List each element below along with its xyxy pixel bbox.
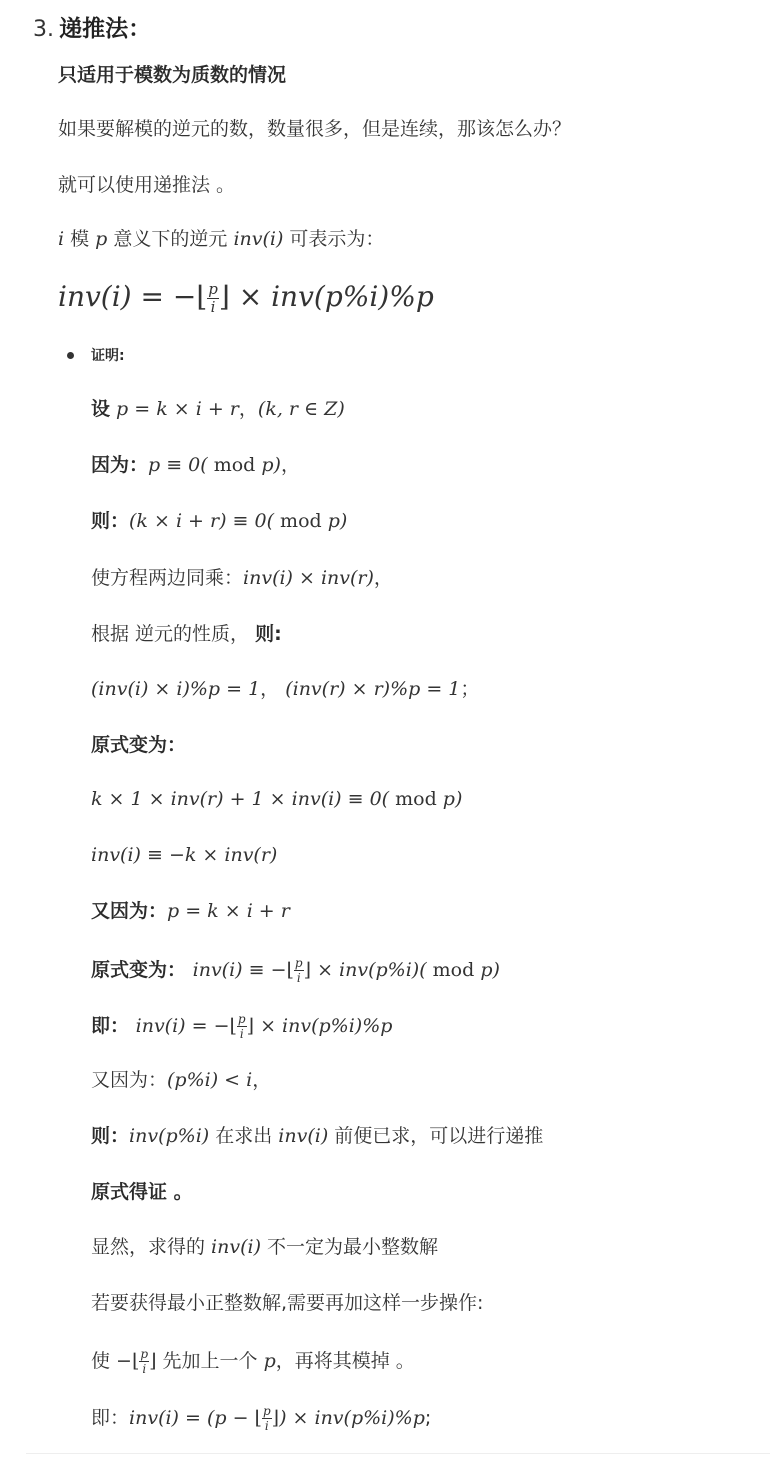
text-fragment: 根据 逆元的性质， <box>91 623 256 645</box>
math: (k, r ∈ Z) <box>257 398 345 420</box>
floor-left: ⌊ <box>229 1015 237 1037</box>
proof-line-7 <box>91 736 186 755</box>
proof-line-13 <box>91 1071 271 1090</box>
formula-lhs: inv(i) = − <box>58 280 197 313</box>
text-fragment: 在求出 <box>209 1125 279 1147</box>
math-mod: mod <box>274 510 328 532</box>
floor-left: ⌊ <box>196 280 208 313</box>
text-fragment: 意义下的逆元 <box>107 228 234 250</box>
proof-line-10 <box>91 902 290 921</box>
math-i: i <box>58 228 65 250</box>
paragraph-1: 如果要解模的逆元的数，数量很多，但是连续，那该怎么办？ <box>58 118 572 140</box>
text-fragment: ， <box>260 678 286 700</box>
section-heading <box>33 18 151 41</box>
proof-line-15 <box>91 1183 193 1202</box>
math: (inv(i) × i)%p = 1 <box>91 678 261 700</box>
section-number: 3. <box>33 17 54 42</box>
text-fragment: 又因为： <box>91 1069 168 1091</box>
subtitle <box>58 66 286 85</box>
text-fragment: ; <box>424 1407 432 1429</box>
math: p <box>263 1350 276 1372</box>
text-fragment: 先加上一个 <box>156 1350 264 1372</box>
proof-keyword: 因为： <box>91 454 149 476</box>
math: inv(p%i) <box>129 1125 210 1147</box>
paragraph-2: 就可以使用递推法 。 <box>58 174 236 196</box>
proof-keyword: 又因为： <box>91 900 168 922</box>
text-fragment: ， <box>238 398 258 420</box>
fraction-denominator: i <box>142 1362 147 1376</box>
math-p: p <box>95 228 108 250</box>
floor-left: ⌊ <box>286 959 294 981</box>
text-fragment: 模 <box>64 228 96 250</box>
proof-line-5 <box>91 625 282 644</box>
math: inv(i) = (p − <box>129 1407 255 1429</box>
fraction <box>262 1405 272 1432</box>
math-inv: inv(i) <box>233 228 284 250</box>
proof-line-12 <box>91 1013 392 1040</box>
proof-line-11 <box>91 957 500 984</box>
proof-keyword: 则： <box>91 1125 130 1147</box>
fraction-denominator: i <box>264 1419 269 1433</box>
proof-keyword: 则： <box>91 510 130 532</box>
fraction <box>207 282 219 315</box>
proof-line-8 <box>91 790 462 809</box>
floor-right: ⌋ <box>149 1350 157 1372</box>
text-fragment: 若要获得最小正整数解,需要再加这样一步操作: <box>91 1292 484 1314</box>
text-fragment: ， <box>252 1069 272 1091</box>
proof-line-2 <box>91 456 300 475</box>
text-fragment: 显然，求得的 <box>91 1236 212 1258</box>
text-fragment: ； <box>460 678 480 700</box>
math: inv(i) = − <box>135 1015 230 1037</box>
proof-line-1 <box>91 400 345 419</box>
fraction <box>294 957 304 984</box>
floor-right: ⌋ <box>303 959 312 981</box>
fraction-numerator: p <box>140 1347 149 1361</box>
subtitle-text: 只适用于模数为质数的情况 <box>58 64 287 86</box>
floor-left: ⌊ <box>131 1350 140 1372</box>
math: p) <box>261 454 281 476</box>
math: − <box>116 1350 132 1372</box>
fraction-numerator: p <box>208 280 218 298</box>
text-fragment: ， <box>280 454 300 476</box>
paragraph-3 <box>58 230 384 249</box>
math: p) <box>442 788 463 810</box>
math: p) <box>327 510 348 532</box>
proof-keyword: 原式变为： <box>91 734 187 756</box>
proof-keyword: 原式得证 。 <box>91 1181 193 1203</box>
text-fragment: 即： <box>91 1407 130 1429</box>
proof-label <box>91 349 125 363</box>
math: p = k × i + r <box>110 398 239 420</box>
text-fragment: 前便已求，可以进行递推 <box>328 1125 544 1147</box>
proof-line-6 <box>91 680 479 699</box>
math: inv(i) × inv(r) <box>243 567 374 589</box>
floor-right: ⌋ <box>271 1407 280 1429</box>
proof-line-16 <box>91 1238 438 1257</box>
section-title: 递推法： <box>59 16 152 42</box>
fraction-numerator: p <box>294 956 303 970</box>
fraction-denominator: i <box>239 1027 244 1041</box>
proof-line-9 <box>91 846 277 865</box>
proof-line-3 <box>91 512 347 531</box>
proof-keyword: 则: <box>255 623 282 645</box>
fraction <box>139 1348 149 1375</box>
math: p ≡ 0( <box>148 454 208 476</box>
bullet-icon <box>67 352 74 359</box>
math: (inv(r) × r)%p = 1 <box>285 678 461 700</box>
math: (p%i) < i <box>167 1069 253 1091</box>
fraction-numerator: p <box>237 1012 246 1026</box>
math: × inv(p%i)%p <box>254 1015 393 1037</box>
proof-keyword: 即： <box>91 1015 136 1037</box>
proof-keyword: 原式变为： <box>91 959 193 981</box>
proof-line-14 <box>91 1127 543 1146</box>
floor-right: ⌋ <box>246 1015 255 1037</box>
floor-left: ⌊ <box>254 1407 262 1429</box>
text-fragment: 使 <box>91 1350 117 1372</box>
proof-line-18 <box>91 1348 415 1375</box>
proof-label-text: 证明: <box>91 348 125 364</box>
fraction-denominator: i <box>210 298 216 316</box>
math: × inv(p%i)( <box>311 959 427 981</box>
math: ) × inv(p%i)%p <box>279 1407 425 1429</box>
proof-line-19 <box>91 1405 431 1432</box>
fraction-denominator: i <box>296 971 301 985</box>
main-formula <box>58 282 434 315</box>
math: k × 1 × inv(r) + 1 × inv(i) ≡ 0( <box>91 788 390 810</box>
formula-rhs: × inv(p%i)%p <box>229 280 434 313</box>
floor-right: ⌋ <box>218 280 230 313</box>
proof-line-4 <box>91 569 393 588</box>
divider <box>26 1453 770 1454</box>
math: inv(i) <box>211 1236 261 1258</box>
fraction <box>237 1013 247 1040</box>
text-fragment: ，再将其模掉 。 <box>275 1350 415 1372</box>
math: p = k × i + r <box>167 900 290 922</box>
math: (k × i + r) ≡ 0( <box>129 510 275 532</box>
text-fragment: 可表示为： <box>283 228 385 250</box>
math: inv(i) ≡ −k × inv(r) <box>91 844 278 866</box>
proof-line-17 <box>91 1294 483 1313</box>
text-fragment: 使方程两边同乘： <box>91 567 244 589</box>
fraction-numerator: p <box>262 1404 271 1418</box>
math-mod: mod <box>389 788 443 810</box>
math-mod: mod <box>426 959 481 981</box>
math: inv(i) ≡ − <box>192 959 287 981</box>
math-mod: mod <box>207 454 262 476</box>
proof-keyword: 设 <box>91 398 111 420</box>
text-fragment: 不一定为最小整数解 <box>261 1236 439 1258</box>
text-fragment: ， <box>373 567 393 589</box>
math: p) <box>480 959 500 981</box>
math: inv(i) <box>278 1125 329 1147</box>
